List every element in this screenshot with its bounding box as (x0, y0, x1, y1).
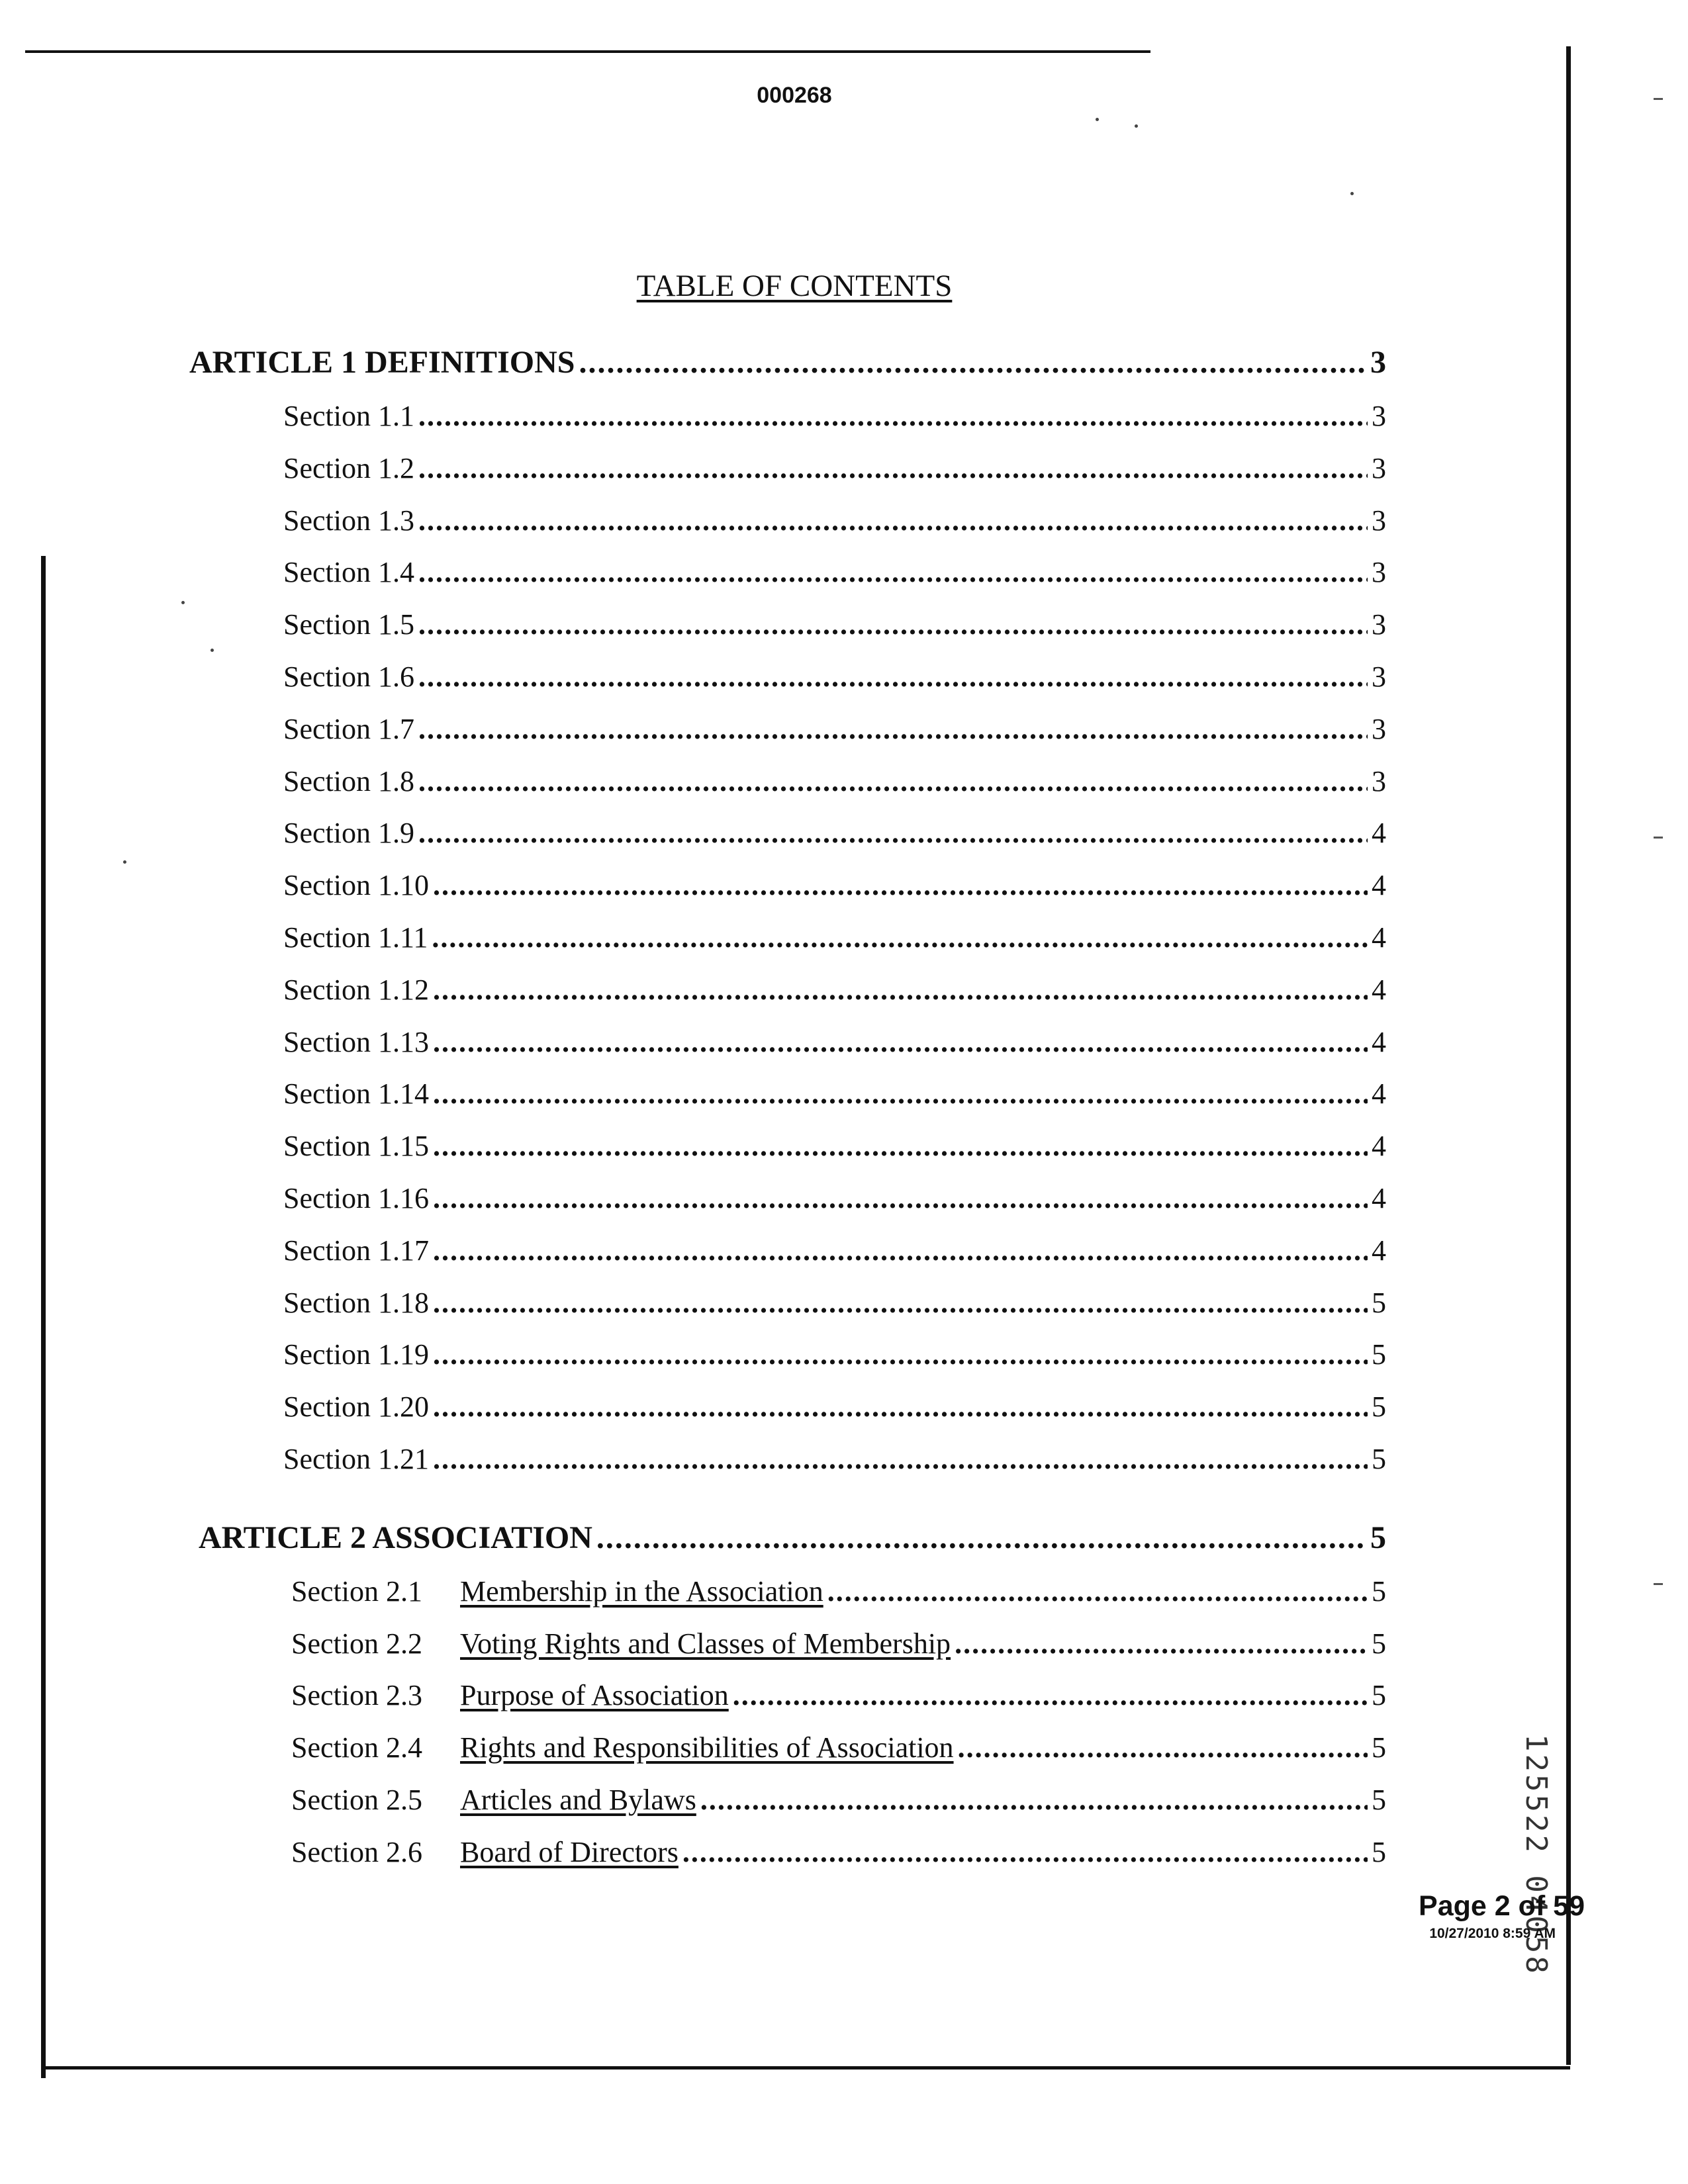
toc-section-row[interactable] (283, 1234, 1386, 1267)
toc-leader-dots (433, 1025, 1368, 1059)
toc-section-row[interactable] (283, 1442, 1386, 1476)
toc-section-number: Section 1.9 (283, 817, 414, 850)
toc-section-row[interactable] (283, 1338, 1386, 1371)
toc-page-number: 3 (1372, 660, 1386, 693)
scan-speck (123, 860, 126, 864)
toc-page-number: 5 (1370, 1520, 1386, 1555)
scan-speck (1350, 192, 1354, 195)
scan-speck (211, 649, 214, 652)
toc-page-number: 5 (1372, 1679, 1386, 1712)
toc-section-row[interactable] (291, 1627, 1386, 1661)
toc-section-row[interactable] (283, 764, 1386, 798)
toc-section-row[interactable] (283, 921, 1386, 954)
toc-leader-dots (418, 712, 1368, 746)
toc-leader-dots (418, 816, 1368, 850)
toc-page-number: 5 (1372, 1731, 1386, 1764)
toc-leader-dots (433, 1390, 1368, 1424)
toc-section-row[interactable] (283, 660, 1386, 694)
page-number-label: Page 2 of 59 (1419, 1890, 1585, 1922)
toc-page-number: 5 (1372, 1443, 1386, 1475)
side-stamp: 125522 04058 (1519, 1734, 1553, 1976)
toc-page-number: 4 (1372, 921, 1386, 954)
toc-section-row[interactable] (291, 1783, 1386, 1817)
top-border-rule (25, 50, 1150, 53)
toc-section-number: Section 1.6 (283, 660, 414, 693)
toc-page-number: 4 (1372, 1077, 1386, 1111)
toc-page-number: 3 (1372, 764, 1386, 797)
toc-page-number: 4 (1372, 869, 1386, 902)
toc-section-row[interactable] (283, 1390, 1386, 1424)
scan-edge-mark (1654, 1583, 1663, 1585)
toc-leader-dots (418, 504, 1368, 537)
toc-leader-dots (596, 1520, 1366, 1556)
toc-section-number: Section 1.7 (283, 712, 414, 745)
toc-page-number: 3 (1372, 451, 1386, 484)
toc-section-number: Section 1.17 (283, 1234, 429, 1267)
toc-section-number: Section 1.11 (283, 921, 428, 954)
toc-leader-dots (418, 660, 1368, 694)
toc-leader-dots (433, 1077, 1368, 1111)
toc-page-number: 4 (1372, 1025, 1386, 1058)
toc-section-row[interactable] (283, 1129, 1386, 1163)
toc-leader-dots (433, 973, 1368, 1007)
toc-page-number: 5 (1372, 1784, 1386, 1816)
toc-section-row[interactable] (291, 1574, 1386, 1608)
document-number: 000268 (757, 83, 832, 108)
toc-section-number: Section 1.19 (283, 1338, 429, 1371)
toc-section-number: Section 1.1 (283, 400, 414, 432)
toc-section-title: Purpose of Association (460, 1679, 729, 1712)
toc-leader-dots (433, 1129, 1368, 1163)
toc-section-row[interactable] (283, 1025, 1386, 1059)
toc-section-number: Section 1.13 (283, 1025, 429, 1058)
toc-leader-dots (433, 868, 1368, 902)
toc-page-number: 3 (1372, 608, 1386, 641)
toc-section-row[interactable] (283, 1286, 1386, 1320)
toc-section-row[interactable] (283, 1181, 1386, 1215)
toc-section-row[interactable] (283, 712, 1386, 746)
toc-page-number: 5 (1372, 1338, 1386, 1371)
scan-speck (181, 601, 185, 604)
toc-section-number: Section 1.2 (283, 451, 414, 484)
toc-leader-dots (418, 451, 1368, 485)
toc-section-number: Section 1.5 (283, 608, 414, 641)
toc-section-row[interactable] (283, 399, 1386, 433)
page-title: TABLE OF CONTENTS (636, 269, 953, 303)
toc-page-number: 3 (1372, 712, 1386, 745)
toc-section-number: Section 1.3 (283, 504, 414, 537)
toc-leader-dots (418, 555, 1368, 589)
toc-section-row[interactable] (283, 1077, 1386, 1111)
toc-section-row[interactable] (291, 1731, 1386, 1764)
toc-section-number: Section 2.5 (291, 1784, 422, 1816)
toc-section-title: Rights and Responsibilities of Association (460, 1731, 954, 1764)
scan-speck (1096, 118, 1099, 121)
toc-section-title: Voting Rights and Classes of Membership (460, 1627, 951, 1660)
toc-section-row[interactable] (283, 608, 1386, 641)
toc-section-number: Section 1.4 (283, 556, 414, 589)
toc-leader-dots (418, 764, 1368, 798)
scan-edge-mark (1654, 837, 1663, 839)
toc-leader-dots (433, 1234, 1368, 1267)
toc-section-number: Section 2.1 (291, 1574, 422, 1608)
toc-leader-dots (418, 608, 1368, 641)
toc-page-number: 4 (1372, 1130, 1386, 1163)
toc-leader-dots (433, 1286, 1368, 1320)
toc-leader-dots (955, 1627, 1368, 1661)
toc-page-number: 5 (1372, 1390, 1386, 1424)
toc-page-number: 5 (1372, 1835, 1386, 1868)
toc-page-number: 4 (1372, 973, 1386, 1006)
toc-section-number: Section 1.14 (283, 1077, 429, 1111)
right-border-rule (1566, 46, 1571, 2065)
toc-leader-dots (418, 399, 1368, 433)
toc-section-number: Section 1.16 (283, 1182, 429, 1214)
toc-page-number: 4 (1372, 1182, 1386, 1214)
toc-page-number: 5 (1372, 1286, 1386, 1319)
toc-leader-dots (958, 1731, 1368, 1764)
toc-section-number: Section 1.10 (283, 869, 429, 902)
toc-leader-dots (682, 1835, 1368, 1869)
toc-section-number: Section 1.12 (283, 973, 429, 1006)
toc-leader-dots (432, 921, 1368, 954)
scan-speck (1135, 124, 1138, 128)
toc-leader-dots (733, 1678, 1368, 1712)
bottom-border-rule (41, 2066, 1570, 2070)
toc-section-row[interactable] (283, 451, 1386, 485)
toc-section-row[interactable] (283, 868, 1386, 902)
toc-section-title: Board of Directors (460, 1835, 679, 1868)
toc-page-number: 5 (1372, 1627, 1386, 1660)
toc-section-number: Section 2.6 (291, 1835, 422, 1868)
toc-section-number: Section 1.21 (283, 1443, 429, 1475)
toc-page-number: 4 (1372, 817, 1386, 850)
toc-page-number: 3 (1372, 504, 1386, 537)
toc-section-row[interactable] (291, 1835, 1386, 1869)
toc-section-title: Articles and Bylaws (460, 1784, 696, 1816)
toc-section-row[interactable] (291, 1678, 1386, 1712)
toc-section-number: Section 2.4 (291, 1731, 422, 1764)
toc-leader-dots (700, 1783, 1368, 1817)
toc-section-number: Section 1.18 (283, 1286, 429, 1319)
toc-leader-dots (433, 1442, 1368, 1476)
toc-article-label: ARTICLE 2 ASSOCIATION (199, 1520, 592, 1555)
toc-article-row[interactable] (189, 344, 1386, 381)
toc-leader-dots (827, 1574, 1368, 1608)
toc-section-number: Section 2.2 (291, 1627, 422, 1660)
toc-page-number: 4 (1372, 1234, 1386, 1267)
toc-section-number: Section 1.8 (283, 764, 414, 797)
toc-section-title: Membership in the Association (460, 1574, 823, 1608)
toc-article-label: ARTICLE 1 DEFINITIONS (189, 345, 575, 380)
toc-section-number: Section 1.15 (283, 1130, 429, 1163)
toc-section-row[interactable] (283, 973, 1386, 1007)
print-timestamp: 10/27/2010 8:59 AM (1429, 1926, 1556, 1941)
toc-leader-dots (433, 1181, 1368, 1215)
toc-leader-dots (433, 1338, 1368, 1371)
toc-page-number: 3 (1370, 345, 1386, 380)
toc-section-row[interactable] (283, 816, 1386, 850)
toc-section-row[interactable] (283, 504, 1386, 537)
toc-page-number: 3 (1372, 556, 1386, 589)
toc-page-number: 3 (1372, 400, 1386, 432)
toc-article-row[interactable] (199, 1520, 1386, 1556)
toc-section-number: Section 1.20 (283, 1390, 429, 1424)
toc-leader-dots (579, 344, 1366, 381)
toc-page-number: 5 (1372, 1574, 1386, 1608)
toc-section-number: Section 2.3 (291, 1679, 422, 1712)
left-border-rule (41, 556, 46, 2078)
toc-section-row[interactable] (283, 555, 1386, 589)
scan-edge-mark (1654, 98, 1663, 100)
